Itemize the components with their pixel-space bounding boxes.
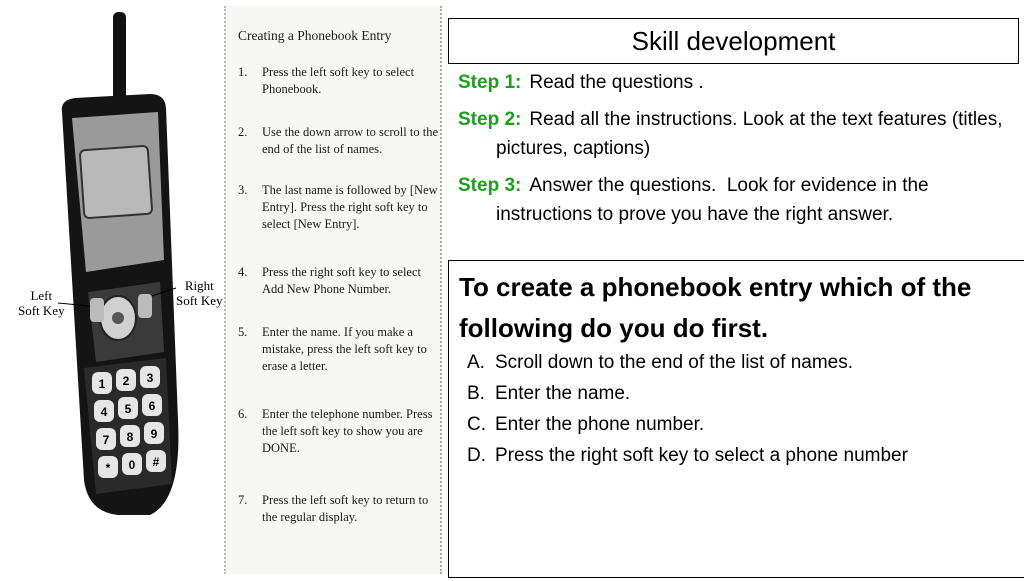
step-text: Enter the name. If you make a mistake, press the left soft key to erase a letter. [262, 325, 427, 373]
phone-illustration [0, 0, 225, 576]
keypad-key-label: 2 [122, 374, 130, 388]
instruction-step [238, 406, 438, 457]
instruction-step [238, 182, 438, 233]
keypad-key-label: 1 [98, 377, 106, 391]
step-number: 1. [238, 65, 248, 79]
step-label: Step 1: [458, 72, 522, 93]
step-text: Enter the telephone number. Press the left soft key to show you are DONE. [262, 407, 433, 455]
skill-steps [458, 68, 1018, 229]
step-number: 6. [238, 407, 248, 421]
step-number: 2. [238, 125, 248, 139]
skill-step [458, 105, 1018, 163]
left-soft-key-line1: Left [30, 288, 53, 303]
keypad-key-label: # [152, 455, 160, 469]
answer-option[interactable] [467, 440, 908, 471]
option-text: Scroll down to the end of the list of names. [495, 352, 854, 373]
answer-options [467, 347, 908, 471]
keypad-key-label: * [105, 461, 111, 475]
instruction-sheet [224, 6, 442, 574]
instruction-step [238, 264, 438, 298]
keypad-key-label: 0 [128, 458, 136, 472]
phone-screen [80, 146, 153, 219]
left-soft-key-line2: Soft Key [18, 303, 65, 318]
step-text: The last name is followed by [New Entry]. Press the right soft key to select [New Entry]. [262, 183, 438, 231]
skill-header: Skill development [448, 18, 1019, 64]
keypad-key-label: 9 [150, 427, 158, 441]
keypad-key-label: 7 [102, 433, 110, 447]
option-text: Enter the phone number. [495, 414, 705, 435]
step-number: 3. [238, 183, 248, 197]
instruction-step [238, 324, 438, 375]
skill-step [458, 171, 1018, 229]
step-text: Use the down arrow to scroll to the end of the list of names. [262, 125, 439, 156]
instruction-step [238, 492, 438, 526]
keypad-key-label: 5 [124, 402, 132, 416]
answer-option[interactable] [467, 409, 908, 440]
step-text: Press the right soft key to select Add New Phone Number. [262, 265, 421, 296]
keypad-key-label: 8 [126, 430, 134, 444]
step-number: 5. [238, 325, 248, 339]
step-number: 7. [238, 493, 248, 507]
step-number: 4. [238, 265, 248, 279]
left-soft-key-label [18, 288, 65, 318]
step-label: Step 3: [458, 175, 522, 196]
right-soft-key [138, 294, 152, 318]
keypad-key-label: 4 [100, 405, 108, 419]
skill-step [458, 68, 1018, 97]
option-text: Enter the name. [495, 383, 631, 404]
instruction-step [238, 64, 438, 98]
step-text: Read all the instructions. Look at the text features (titles, pictures, captions) [496, 109, 1003, 159]
step-text: Answer the questions. Look for evidence in the instructions to prove you have the right answer. [496, 175, 956, 225]
keypad-key-label: 6 [148, 399, 156, 413]
keypad-key-label: 3 [146, 371, 154, 385]
right-soft-key-line1: Right [184, 278, 214, 293]
right-soft-key-line2: Soft Key [176, 293, 223, 308]
answer-option[interactable] [467, 347, 908, 378]
option-letter: A. [467, 352, 485, 373]
step-text: Press the left soft key to return to the regular display. [262, 493, 429, 524]
option-letter: D. [467, 445, 486, 466]
nav-center [112, 312, 124, 324]
step-text: Press the left soft key to select Phonebook. [262, 65, 415, 96]
left-soft-key [90, 298, 104, 322]
answer-option[interactable] [467, 378, 908, 409]
instruction-step [238, 124, 438, 158]
step-text: Read the questions . [529, 72, 704, 93]
right-soft-key-label [176, 278, 223, 308]
option-letter: B. [467, 383, 485, 404]
question-text: To create a phonebook entry which of the following do you do first. [459, 272, 972, 343]
option-text: Press the right soft key to select a phone number [495, 445, 908, 466]
step-label: Step 2: [458, 109, 522, 130]
instruction-title: Creating a Phonebook Entry [238, 28, 392, 43]
question-box [448, 260, 1024, 578]
option-letter: C. [467, 414, 486, 435]
